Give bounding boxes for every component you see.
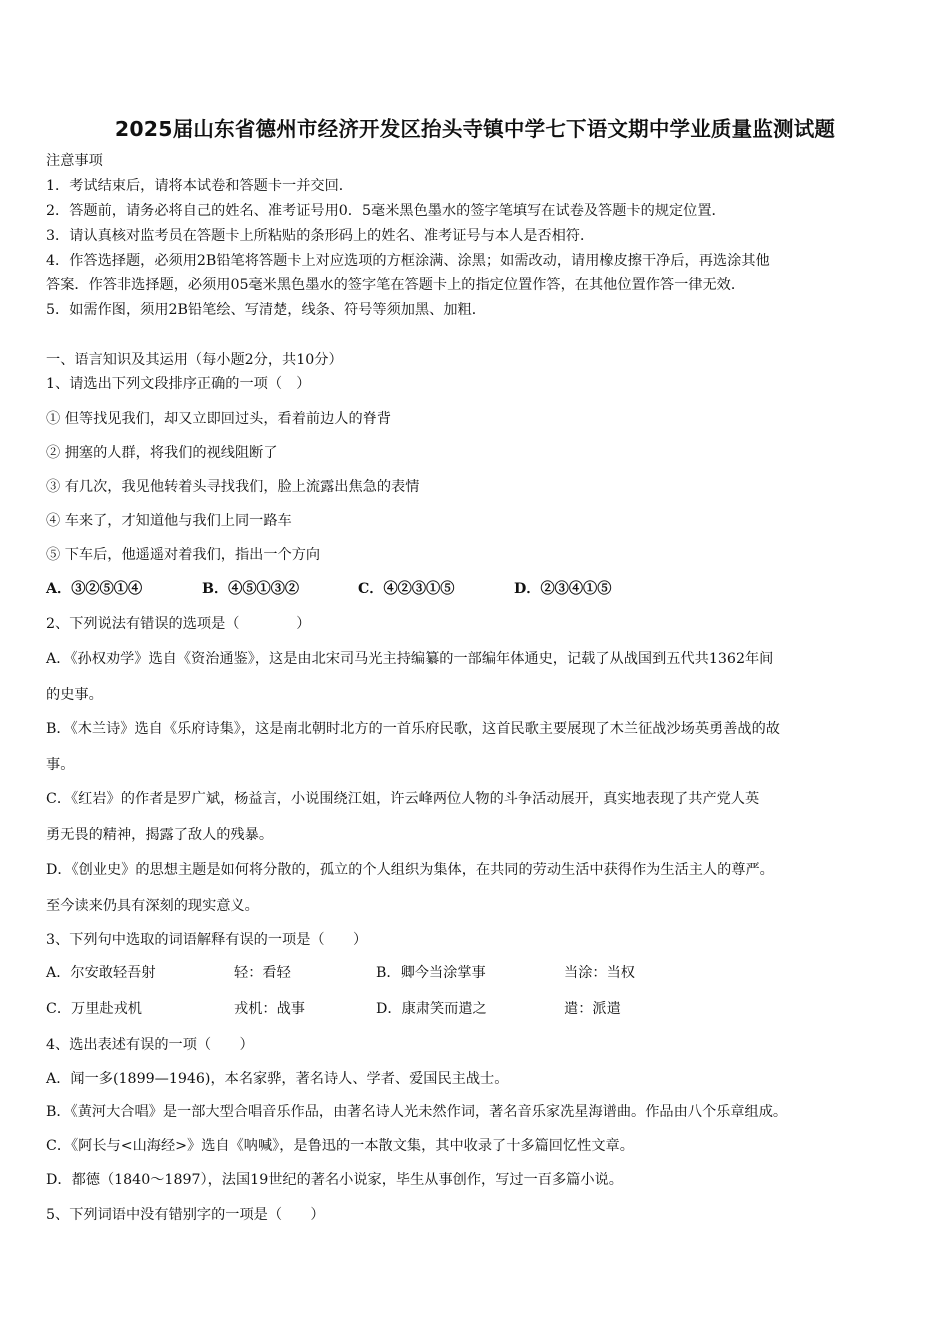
- q4-line: A．闻一多(1899—1946)，本名家骅，著名诗人、学者、爱国民主战士。: [46, 1071, 509, 1087]
- q3-option-c-gloss: 戎机：战事: [234, 1001, 305, 1017]
- q1-option-d: D．②③④①⑤: [514, 581, 612, 597]
- q4-line: D．都德（1840～1897），法国19世纪的著名小说家，毕生从事创作，写过一百多篇小说。: [46, 1172, 623, 1188]
- q2-line: 勇无畏的精神，揭露了敌人的残暴。: [46, 827, 274, 843]
- q2-line: A．《孙权劝学》选自《资治通鉴》，这是由北宋司马光主持编纂的一部编年体通史，记载了从战国到五代共1362年间: [46, 651, 774, 667]
- q1-sentence: ③ 有几次，我见他转着头寻找我们，脸上流露出焦急的表情: [46, 479, 420, 495]
- q1-option-c: C．④②③①⑤: [358, 581, 455, 597]
- section-heading: 一、语言知识及其运用（每小题2分，共10分）: [46, 352, 343, 368]
- q1-sentence: ⑤ 下车后，他遥遥对着我们，指出一个方向: [46, 547, 321, 563]
- q2-line: B．《木兰诗》选自《乐府诗集》，这是南北朝时北方的一首乐府民歌，这首民歌主要展现了木兰征战沙场英勇善战的故: [46, 721, 780, 737]
- q1-option-b: B．④⑤①③②: [202, 581, 300, 597]
- question-1-stem: 1、请选出下列文段排序正确的一项（ ）: [46, 376, 311, 392]
- question-4-stem: 4、选出表述有误的一项（ ）: [46, 1037, 254, 1053]
- q1-sentence: ① 但等找见我们，却又立即回过头，看着前边人的脊背: [46, 411, 392, 427]
- q3-option-b-gloss: 当涂：当权: [564, 965, 635, 981]
- q4-line: C．《阿长与<山海经>》选自《呐喊》，是鲁迅的一本散文集，其中收录了十多篇回忆性文章。: [46, 1138, 634, 1154]
- q2-line: 事。: [46, 757, 75, 773]
- q4-line: B．《黄河大合唱》是一部大型合唱音乐作品，由著名诗人光未然作词，著名音乐家冼星海谱曲。作品由八个乐章组成。: [46, 1104, 788, 1120]
- question-2-stem: 2、下列说法有错误的选项是（ ）: [46, 616, 311, 632]
- notice-item: 3．请认真核对监考员在答题卡上所粘贴的条形码上的姓名、准考证号与本人是否相符．: [46, 228, 595, 244]
- notice-item: 1．考试结束后，请将本试卷和答题卡一并交回．: [46, 178, 353, 194]
- q1-sentence: ② 拥塞的人群，将我们的视线阻断了: [46, 445, 278, 461]
- q3-option-b: B．卿今当涂掌事: [376, 965, 486, 981]
- page-title: 2025届山东省德州市经济开发区抬头寺镇中学七下语文期中学业质量监测试题: [114, 117, 836, 141]
- notice-item: 4．作答选择题，必须用2B铅笔将答题卡上对应选项的方框涂满、涂黑；如需改动，请用橡皮擦干净后，再选涂其他: [46, 253, 770, 269]
- q2-line: 的史事。: [46, 687, 103, 703]
- notice-item: 5．如需作图，须用2B铅笔绘、写清楚，线条、符号等须加黑、加粗．: [46, 302, 486, 318]
- q2-line: C．《红岩》的作者是罗广斌，杨益言，小说围绕江姐，许云峰两位人物的斗争活动展开，真实地表现了共产党人英: [46, 791, 760, 807]
- q3-option-a-gloss: 轻：看轻: [234, 965, 291, 981]
- q3-option-d: D．康肃笑而遣之: [376, 1001, 487, 1017]
- q3-option-c: C．万里赴戎机: [46, 1001, 142, 1017]
- q2-line: 至今读来仍具有深刻的现实意义。: [46, 898, 259, 914]
- q3-option-d-gloss: 遣：派遣: [564, 1001, 621, 1017]
- q1-option-a: A．③②⑤①④: [46, 581, 143, 597]
- question-5-stem: 5、下列词语中没有错别字的一项是（ ）: [46, 1207, 325, 1223]
- notice-item: 答案．作答非选择题，必须用05毫米黑色墨水的签字笔在答题卡上的指定位置作答，在其他位置作答一律无效．: [46, 277, 746, 293]
- q3-option-a: A．尔安敢轻吾射: [46, 965, 156, 981]
- q1-sentence: ④ 车来了，才知道他与我们上同一路车: [46, 513, 292, 529]
- notice-item: 2．答题前，请务必将自己的姓名、准考证号用0．5毫米黑色墨水的签字笔填写在试卷及答题卡的规定位置．: [46, 203, 726, 219]
- question-3-stem: 3、下列句中选取的词语解释有误的一项是（ ）: [46, 932, 368, 948]
- notice-heading: 注意事项: [46, 153, 103, 169]
- q2-line: D．《创业史》的思想主题是如何将分散的，孤立的个人组织为集体，在共同的劳动生活中获得作为生活主人的尊严。: [46, 862, 774, 878]
